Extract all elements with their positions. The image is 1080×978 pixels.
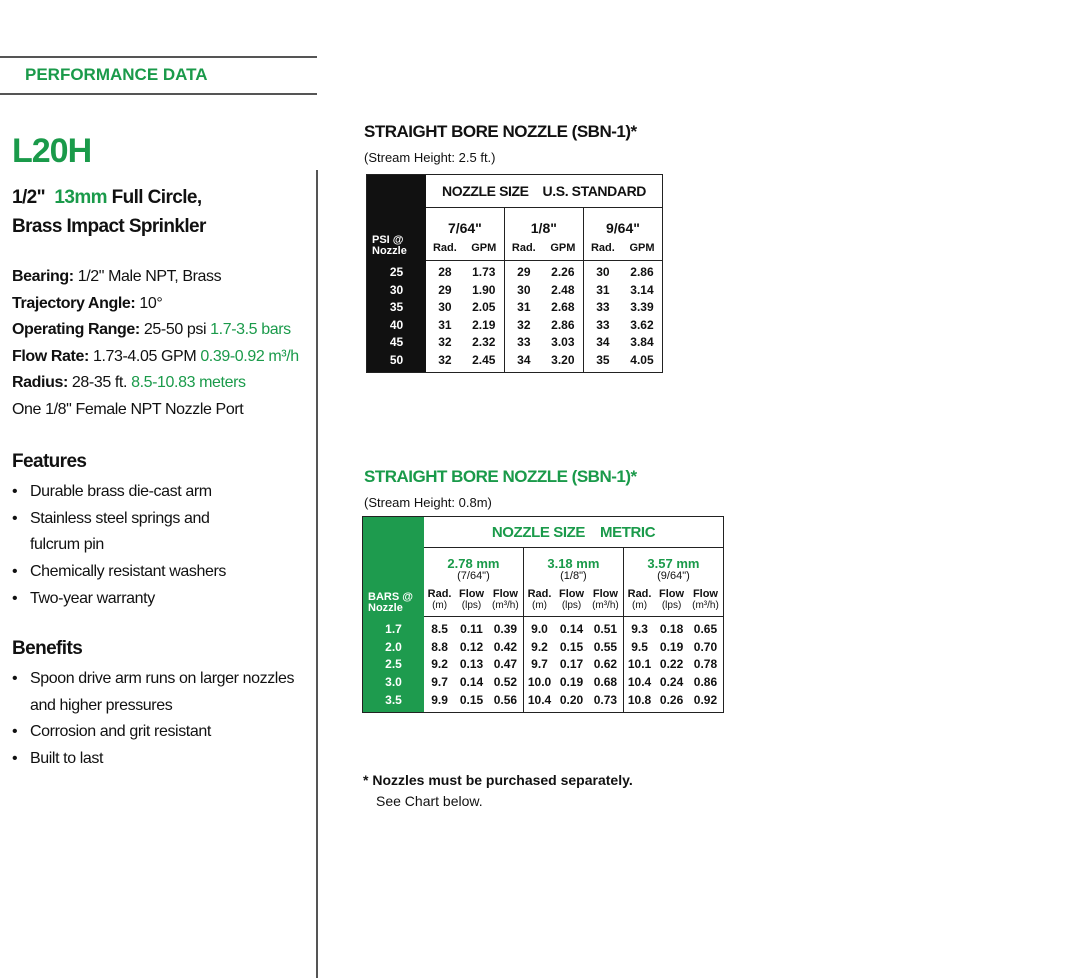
model-name: L20H (12, 132, 92, 170)
spec-label: Operating Range: (12, 321, 140, 338)
benefits-heading: Benefits (12, 638, 83, 659)
table-cell: 33 (504, 334, 543, 352)
table-cell: 9.5 (623, 638, 655, 656)
table-cell: 8.5 (431, 621, 448, 636)
spec-row (12, 370, 299, 397)
table-cell: 0.42 (493, 639, 518, 654)
col-rad: Rad. (504, 236, 543, 261)
table-cell: 0.12 (459, 639, 484, 654)
col-flow-m3h (488, 584, 524, 617)
spec-label: Flow Rate: (12, 347, 89, 365)
table-cell: 3.39 (630, 300, 654, 315)
table-cell: 2.32 (472, 335, 496, 350)
table-cell: 0.73 (593, 693, 618, 708)
psi-side-label (367, 175, 427, 261)
side-label-line2: Nozzle (372, 244, 407, 257)
table-cell: 0.56 (493, 693, 518, 708)
col-flow-unit: (m³/h) (592, 600, 619, 611)
feature-item: • Stainless steel springs and (12, 506, 226, 533)
table-cell: 0.51 (593, 621, 618, 636)
table-cell: 31 (438, 317, 452, 332)
table-cell: 0.22 (659, 657, 684, 672)
footnote-line1: Nozzles must be purchased separately. (372, 772, 633, 788)
table-cell: 34 (504, 351, 543, 372)
table-cell: 4.05 (630, 352, 654, 367)
psi-value: 40 (367, 316, 427, 334)
table-cell: 2.26 (551, 265, 575, 280)
nozzle-size: 3.18 mm (523, 548, 623, 571)
table-cell: 0.70 (693, 639, 718, 654)
psi-value: 35 (367, 299, 427, 317)
nozzle-size-inch: (7/64") (457, 570, 490, 582)
table-cell: 0.13 (459, 657, 484, 672)
col-flow-lps (655, 584, 688, 617)
metric-table-title: STRAIGHT BORE NOZZLE (SBN-1)* (364, 467, 637, 486)
table-cell: 0.11 (460, 621, 483, 636)
table-cell: 9.3 (623, 617, 655, 638)
feature-item: • Chemically resistant washers (12, 559, 226, 586)
table-row (367, 299, 663, 317)
table-cell: 0.86 (693, 675, 718, 690)
table-row (367, 351, 663, 372)
spec-value: One 1/8" Female NPT Nozzle Port (12, 400, 244, 418)
table-cell: 33 (583, 316, 622, 334)
psi-value: 50 (367, 351, 427, 372)
side-label-line2: Nozzle (368, 601, 403, 614)
table-row (363, 617, 724, 638)
nozzle-size-inch: (9/64") (623, 570, 723, 584)
table-row (367, 281, 663, 299)
spec-list (12, 264, 299, 423)
col-rad (424, 584, 455, 617)
table-cell: 9.7 (431, 675, 448, 690)
column-divider (316, 170, 318, 978)
col-flow-lps (455, 584, 488, 617)
table-cell: 2.86 (630, 265, 654, 280)
benefits-list (12, 666, 294, 773)
table-cell: 2.68 (551, 300, 575, 315)
table-cell: 30 (438, 300, 452, 315)
col-flow-label: Flow (592, 588, 618, 600)
spec-value: 10° (139, 294, 163, 312)
spec-metric: 1.7-3.5 bars (210, 321, 291, 338)
table-cell: 2.86 (551, 317, 575, 332)
col-flow-m3h (588, 584, 624, 617)
col-flow-unit: (lps) (661, 600, 682, 611)
table-cell: 32 (438, 352, 452, 367)
top-divider (0, 56, 317, 58)
table-cell: 9.0 (523, 617, 555, 638)
table-cell: 0.55 (593, 639, 618, 654)
spec-row (12, 397, 299, 424)
col-rad (523, 584, 555, 617)
table-cell: 33 (583, 299, 622, 317)
nozzle-size: 3.57 mm (623, 548, 723, 571)
psi-value: 25 (367, 261, 427, 282)
col-flow-m3h (688, 584, 724, 617)
table-cell: 10.1 (623, 656, 655, 674)
benefit-item: and higher pressures (30, 696, 173, 714)
spec-value: 1/2" Male NPT, Brass (77, 268, 222, 285)
table-cell: 10.4 (623, 673, 655, 691)
bars-side-label (363, 517, 425, 617)
table-row (367, 334, 663, 352)
spec-label: Bearing: (12, 268, 74, 285)
table-cell: 1.73 (472, 265, 496, 280)
col-flow-lps (555, 584, 588, 617)
table-cell: 0.39 (493, 621, 518, 636)
table-cell: 0.68 (593, 675, 618, 690)
table-cell: 28 (438, 265, 452, 280)
table-cell: 0.47 (493, 657, 518, 672)
spec-row (12, 264, 299, 291)
table-cell: 29 (504, 261, 543, 282)
feature-item: fulcrum pin (30, 536, 104, 554)
bars-value: 2.0 (363, 638, 425, 656)
table-cell: 0.92 (693, 693, 718, 708)
product-subtitle (12, 183, 206, 241)
table-cell: 9.2 (523, 638, 555, 656)
section-title: PERFORMANCE DATA (25, 65, 208, 84)
col-flow-label: Flow (458, 588, 485, 600)
table-cell: 32 (438, 335, 452, 350)
subtitle-line1: Full Circle, (111, 187, 202, 208)
spec-row (12, 317, 299, 344)
table-cell: 0.19 (659, 639, 684, 654)
col-flow-label: Flow (492, 588, 518, 600)
bars-value: 2.5 (363, 656, 425, 674)
psi-value: 45 (367, 334, 427, 352)
table-cell: 3.84 (630, 335, 654, 350)
subtitle-line2: Brass Impact Sprinkler (12, 216, 206, 237)
table-cell: 9.7 (523, 656, 555, 674)
col-flow-unit: (lps) (461, 600, 482, 611)
size-inch: 1/2" (12, 187, 46, 208)
col-flow-unit: (m³/h) (692, 600, 719, 611)
benefit-item: • Built to last (12, 746, 294, 773)
nozzle-size-inch: (1/8") (523, 570, 623, 584)
table-cell: 9.2 (431, 657, 448, 672)
table-cell: 31 (583, 281, 622, 299)
table-cell: 0.78 (693, 657, 718, 672)
col-rad: Rad. (426, 236, 464, 261)
table-row (363, 691, 724, 712)
col-flow-label: Flow (659, 588, 685, 600)
table-cell: 2.05 (472, 300, 496, 315)
col-gpm: GPM (464, 236, 505, 261)
col-flow-label: Flow (692, 588, 718, 600)
nozzle-size: 2.78 mm (447, 556, 500, 571)
benefit-item: • Spoon drive arm runs on larger nozzles (12, 666, 294, 693)
size-mm: 13mm (54, 187, 107, 208)
table-cell: 10.4 (523, 691, 555, 712)
col-flow-unit: (m³/h) (492, 600, 519, 611)
table-row (367, 261, 663, 282)
col-rad (623, 584, 655, 617)
col-rad: Rad. (583, 236, 622, 261)
col-rad-unit: (m) (432, 600, 448, 611)
us-nozzle-table (366, 174, 663, 373)
table-cell: 35 (583, 351, 622, 372)
nozzle-size: 9/64" (583, 208, 662, 237)
nozzle-size-header: NOZZLE SIZE METRIC (424, 517, 724, 548)
spec-value: 1.73-4.05 GPM (92, 347, 197, 365)
table-cell: 0.18 (659, 621, 684, 636)
col-rad-unit: (m) (632, 600, 648, 611)
spec-label: Trajectory Angle: (12, 294, 136, 312)
footnote-star: * (363, 772, 369, 788)
table-cell: 30 (583, 261, 622, 282)
side-label-line1: PSI @ (372, 233, 404, 246)
metric-nozzle-table (362, 516, 724, 713)
table-cell: 0.14 (559, 621, 584, 636)
table-cell: 30 (504, 281, 543, 299)
side-label-line1: BARS @ (368, 590, 413, 603)
table-cell: 32 (504, 316, 543, 334)
table-cell: 3.03 (551, 335, 575, 350)
features-list (12, 479, 226, 613)
feature-item: • Two-year warranty (12, 586, 226, 613)
table-row (363, 673, 724, 691)
table-cell: 31 (504, 299, 543, 317)
features-heading: Features (12, 451, 87, 472)
col-rad-label: Rad. (527, 588, 552, 600)
nozzle-size: 1/8" (504, 208, 583, 237)
benefit-item: • Corrosion and grit resistant (12, 719, 294, 746)
table-cell: 2.19 (472, 317, 496, 332)
table-cell: 0.15 (459, 693, 484, 708)
col-rad-unit: (m) (532, 600, 548, 611)
psi-value: 30 (367, 281, 427, 299)
col-flow-label: Flow (559, 588, 585, 600)
table-row (367, 316, 663, 334)
bars-value: 3.5 (363, 691, 425, 712)
spec-value: 28-35 ft. (71, 374, 128, 391)
table-row (363, 638, 724, 656)
table-cell: 0.52 (493, 675, 518, 690)
col-gpm: GPM (622, 236, 663, 261)
spec-row (12, 344, 299, 371)
table-cell: 2.48 (551, 282, 575, 297)
table-cell: 10.0 (523, 673, 555, 691)
us-table-subtitle: (Stream Height: 2.5 ft.) (364, 150, 496, 165)
metric-table-subtitle: (Stream Height: 0.8m) (364, 495, 492, 510)
table-cell: 2.45 (472, 352, 496, 367)
col-gpm: GPM (543, 236, 584, 261)
table-cell: 0.17 (559, 657, 584, 672)
table-cell: 9.9 (431, 693, 448, 708)
us-table-title: STRAIGHT BORE NOZZLE (SBN-1)* (364, 122, 637, 141)
table-cell: 8.8 (431, 639, 448, 654)
table-cell: 3.62 (630, 317, 654, 332)
col-rad-label: Rad. (427, 588, 452, 600)
table-cell: 1.90 (472, 282, 496, 297)
spec-metric: 8.5-10.83 meters (131, 374, 246, 391)
table-cell: 0.65 (693, 621, 718, 636)
table-cell: 0.19 (559, 675, 584, 690)
section-divider (0, 93, 317, 95)
bars-value: 1.7 (363, 617, 425, 638)
table-cell: 3.14 (630, 282, 654, 297)
spec-row (12, 291, 299, 318)
table-cell: 10.8 (623, 691, 655, 712)
spec-label: Radius: (12, 374, 68, 391)
table-cell: 0.14 (459, 675, 484, 690)
table-cell: 0.15 (559, 639, 584, 654)
footnote-line2: See Chart below. (376, 793, 483, 809)
nozzle-size-header: NOZZLE SIZE U.S. STANDARD (426, 175, 663, 208)
table-cell: 0.20 (559, 693, 584, 708)
table-cell: 29 (438, 282, 452, 297)
table-cell: 0.62 (593, 657, 618, 672)
spec-value: 25-50 psi (143, 321, 207, 338)
col-rad-label: Rad. (627, 588, 652, 600)
nozzle-size: 7/64" (447, 220, 482, 236)
table-cell: 0.26 (659, 693, 684, 708)
bars-value: 3.0 (363, 673, 425, 691)
spec-metric: 0.39-0.92 m³/h (200, 347, 299, 365)
feature-item: • Durable brass die-cast arm (12, 479, 226, 506)
table-cell: 0.24 (659, 675, 684, 690)
col-flow-unit: (lps) (561, 600, 582, 611)
table-cell: 34 (583, 334, 622, 352)
footnote (363, 770, 633, 812)
table-row (363, 656, 724, 674)
table-cell: 3.20 (551, 352, 575, 367)
